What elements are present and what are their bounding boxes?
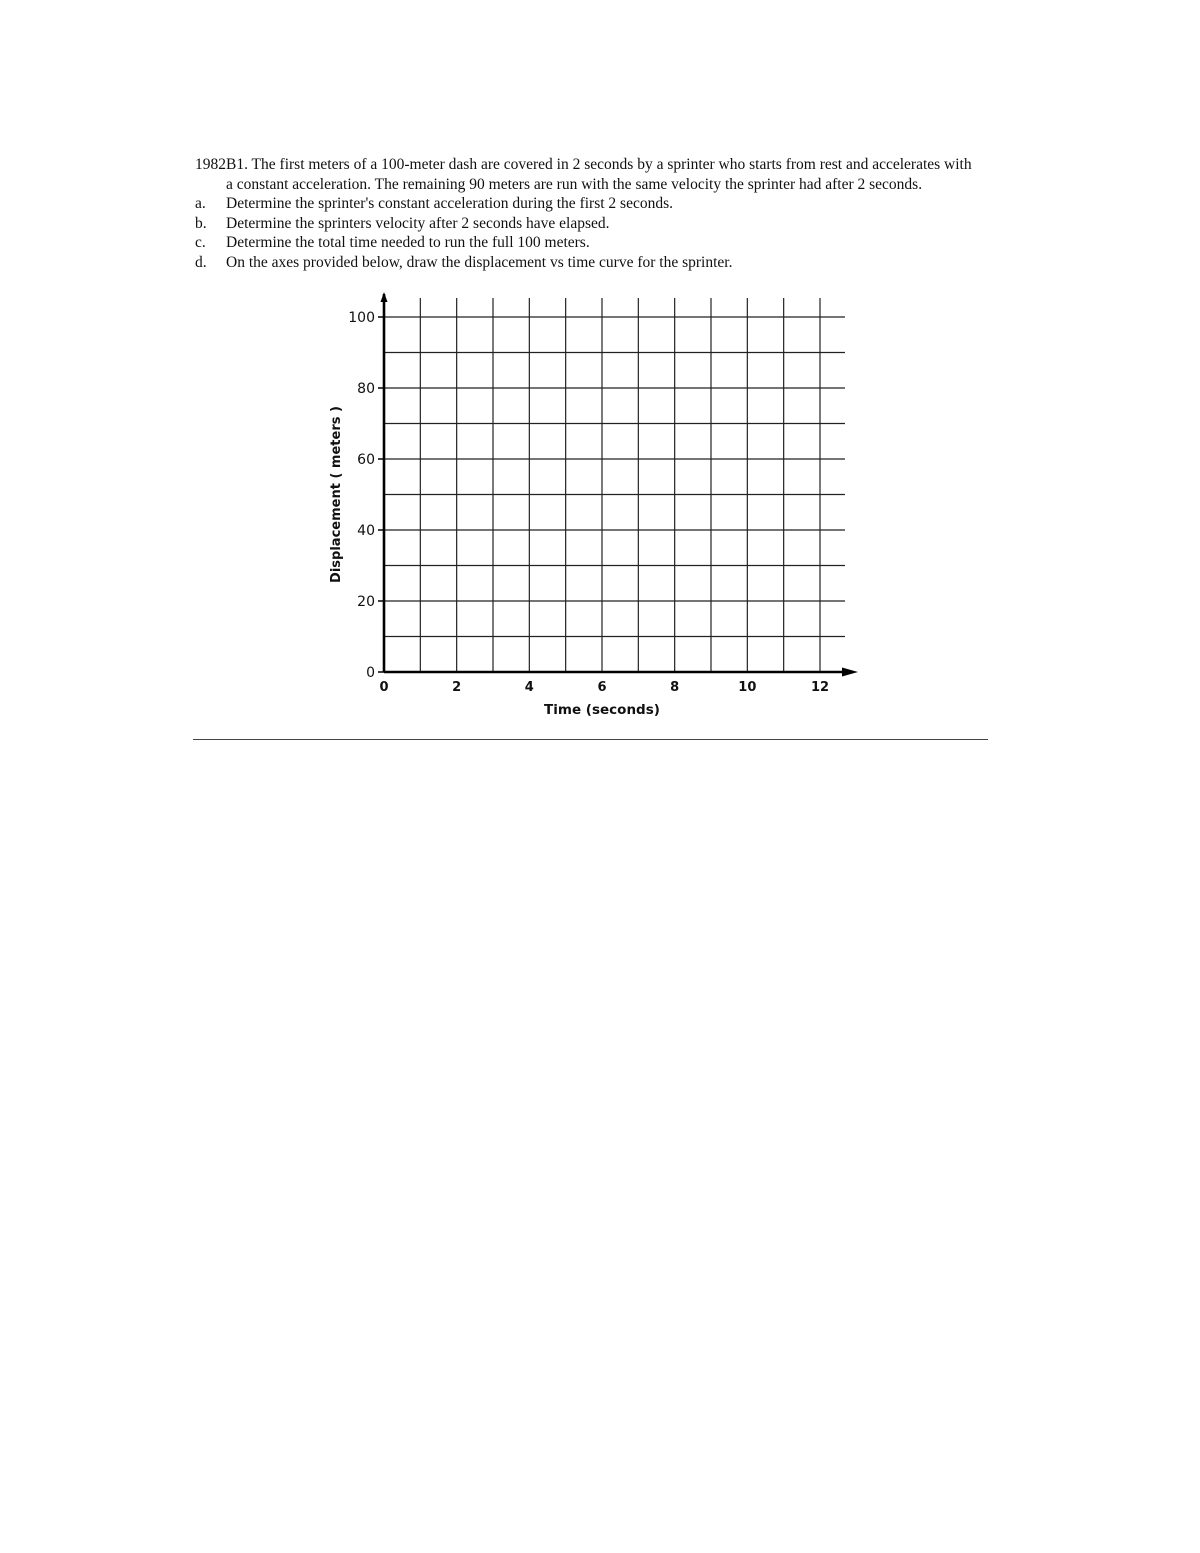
problem-block <box>195 155 975 272</box>
y-tick-label: 80 <box>357 381 375 397</box>
x-axis-title: Time (seconds) <box>544 702 660 718</box>
part-d-text: On the axes provided below, draw the displacement vs time curve for the sprinter. <box>226 253 733 271</box>
part-b-text: Determine the sprinters velocity after 2 seconds have elapsed. <box>226 214 610 232</box>
y-tick-label: 40 <box>357 523 375 539</box>
part-c-letter: c. <box>195 234 206 251</box>
y-tick-label: 100 <box>348 310 375 326</box>
y-axis-arrow-icon <box>381 292 388 302</box>
x-axis-arrow-icon <box>842 668 858 677</box>
x-tick-label: 8 <box>670 680 680 695</box>
y-tick-label: 60 <box>357 452 375 468</box>
part-a-text: Determine the sprinter's constant acceleration during the first 2 seconds. <box>226 195 673 212</box>
x-tick-label: 10 <box>738 680 757 695</box>
y-tick-label: 20 <box>357 594 375 610</box>
x-tick-label: 6 <box>597 680 607 695</box>
x-tick-label: 0 <box>379 680 389 695</box>
x-tick-label: 2 <box>452 680 462 695</box>
x-tick-label: 4 <box>524 680 534 695</box>
part-c-text: Determine the total time needed to run the full 100 meters. <box>226 234 590 251</box>
part-c <box>195 233 975 253</box>
part-d <box>195 253 975 273</box>
part-a-letter: a. <box>195 195 206 212</box>
part-b <box>195 214 975 234</box>
x-tick-label: 12 <box>810 680 830 695</box>
part-b-letter: b. <box>195 214 207 232</box>
displacement-time-graph <box>320 290 880 730</box>
part-a <box>195 194 975 214</box>
section-divider <box>193 739 988 740</box>
graph-svg <box>320 290 880 730</box>
y-tick-label: 0 <box>366 665 375 681</box>
problem-intro: 1982B1. The first meters of a 100-meter dash are covered in 2 seconds by a sprinter who starts from rest and accelerates with a constant acceleration. The remaining 90 meters are run with the same velocity the sprinter had after 2 seconds. <box>195 156 972 193</box>
part-d-letter: d. <box>195 253 207 271</box>
y-axis-title: Displacement ( meters ) <box>329 406 344 583</box>
